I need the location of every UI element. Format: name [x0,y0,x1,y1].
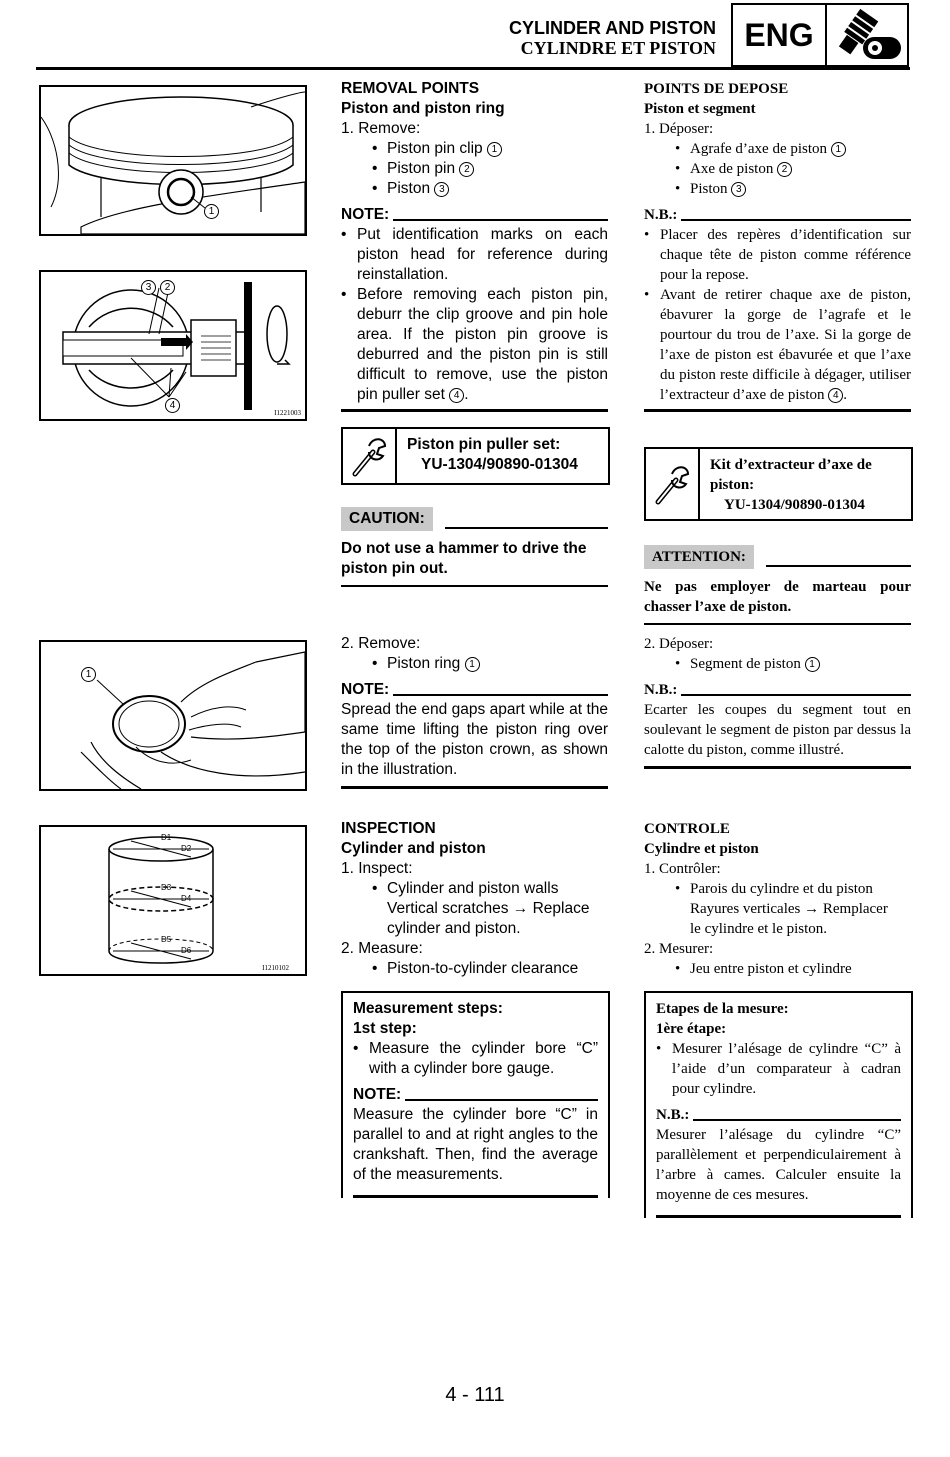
section-subtitle: Piston and piston ring [341,100,505,117]
list-item: • Piston pin 2 [341,159,608,179]
fr-ring-section [644,634,911,769]
list-item-detail: cylinder and piston. [387,920,521,937]
figure-piston-pin-puller [39,270,307,421]
step-label: 1. Remove: [341,120,421,137]
note-text: Ecarter les coupes du segment tout en soulevant le segment de piston par dessus la calotte du piston, comme illustré. [644,702,911,758]
list-item: • Piston-to-cylinder clearance [341,959,608,979]
tool-name: Piston pin puller set: [407,436,561,453]
note-heading: NOTE: [353,1085,598,1105]
step-label: 2. Remove: [341,635,421,652]
note-bullet: • Before removing each piston pin, deburr the clip groove and pin hole area. If the piston pin groove is deburred and the piston pin is still difficult to remove, use the piston pin puller set 4 . [341,285,608,405]
note-bullet: • Placer des repères d’identification sur chaque tête de piston comme référence pour la repose. [644,225,911,285]
en-inspection-section [341,819,608,979]
tool-name: Kit d’extracteur d’axe de piston: [710,457,872,493]
page-number: 4 - 111 [445,1384,505,1406]
note-heading: NOTE: [341,205,608,225]
section-title: CONTROLE [644,821,730,837]
caution-label: CAUTION: [341,507,433,531]
step-label: 2. Déposer: [644,636,714,652]
list-item-detail: le cylindre et le piston. [690,921,828,937]
note-heading: N.B.: [644,680,911,700]
note-bullet: • Avant de retirer chaque axe de piston, ébavurer la gorge de l’agrafe et le pourtour du trou de l’axe. Si la gorge de l’axe de piston est ébavurée et que l’axe du piston reste difficile à dégager, utiliser l’extracteur d’axe de piston 4 . [644,285,911,405]
figure-code: I1221003 [274,409,301,417]
step-label: 2. Measure: [341,940,423,957]
caution-block [341,507,608,587]
note-heading: N.B.: [656,1105,901,1125]
label-d1: D1 [161,833,172,842]
box-bullet: • Mesurer l’alésage de cylindre “C” à l’aide d’un comparateur à cadran pour cylindre. [656,1039,901,1099]
note-text: Spread the end gaps apart while at the same time lifting the piston ring over the top of the piston crown, as shown in the illustration. [341,701,608,778]
label-d6: D6 [181,946,192,955]
list-item-detail: Vertical scratches → Replace [387,900,590,917]
caution-label: ATTENTION: [644,545,754,569]
fr-removal-section [644,79,911,412]
list-item: • Agrafe d’axe de piston 1 [644,139,911,159]
label-d2: D2 [181,844,192,853]
figure-piston-pin-clip [39,85,307,236]
section-subtitle: Cylinder and piston [341,840,486,857]
list-item: • Segment de piston 1 [644,654,911,674]
wrench-icon [646,449,700,519]
step-label: 1. Déposer: [644,121,714,137]
list-item: • Piston 3 [644,179,911,199]
caution-block [644,545,911,625]
list-item: • Piston 3 [341,179,608,199]
section-title: POINTS DE DEPOSE [644,81,789,97]
list-item: • Piston pin clip 1 [341,139,608,159]
box-step: 1ère étape: [656,1021,727,1037]
note-text: Mesurer l’alésage du cylindre “C” parallèlement et perpendiculairement à l’arbre à cames. Calculer ensuite la moyenne de ces mesures. [656,1127,901,1203]
note-end-rule [341,409,608,412]
step-label: 1. Inspect: [341,860,413,877]
callout-2: 2 [160,280,175,295]
box-title: Measurement steps: [353,1000,503,1017]
caution-text: Ne pas employer de marteau pour chasser l’axe de piston. [644,579,911,615]
label-d4: D4 [181,894,192,903]
tool-code: YU-1304/90890-01304 [421,456,578,473]
callout-3: 3 [141,280,156,295]
list-item: • Piston ring 1 [341,654,608,674]
section-subtitle: Piston et segment [644,101,756,117]
header-title-fr: CYLINDRE ET PISTON [520,38,716,58]
callout-1: 1 [81,667,96,682]
figure-piston-ring-removal [39,640,307,791]
note-heading: N.B.: [644,205,911,225]
box-bullet: • Measure the cylinder bore “C” with a cylinder bore gauge. [353,1039,598,1079]
box-step: 1st step: [353,1020,417,1037]
step-label: 2. Mesurer: [644,941,714,957]
step-label: 1. Contrôler: [644,861,721,877]
eng-badge [731,3,909,67]
callout-1: 1 [204,204,219,219]
header-rule [36,67,910,70]
measurement-steps-box [644,991,913,1218]
list-item: • Axe de piston 2 [644,159,911,179]
list-item: • Cylinder and piston walls [341,879,608,899]
list-item: • Parois du cylindre et du piston [644,879,911,899]
tool-box [644,447,913,521]
list-item: • Jeu entre piston et cylindre [644,959,911,979]
tool-code: YU-1304/90890-01304 [724,497,865,513]
section-subtitle: Cylindre et piston [644,841,759,857]
note-heading: NOTE: [341,680,608,700]
figure-cylinder-bore [39,825,307,976]
section-title: REMOVAL POINTS [341,80,480,97]
figure-code: I1210102 [262,964,289,972]
en-removal-section [341,79,608,412]
box-title: Etapes de la mesure: [656,1001,789,1017]
label-d5: D5 [161,935,172,944]
engine-icon [827,5,907,65]
fr-inspection-section [644,819,911,979]
eng-badge-label: ENG [733,5,827,65]
wrench-icon [343,429,397,483]
measurement-steps-box [341,991,610,1198]
tool-box [341,427,610,485]
header-title-en: CYLINDER AND PISTON [508,18,716,38]
label-d3: D3 [161,883,172,892]
en-ring-section [341,634,608,789]
caution-text: Do not use a hammer to drive the piston pin out. [341,540,587,577]
callout-4: 4 [165,398,180,413]
section-title: INSPECTION [341,820,436,837]
note-text: Measure the cylinder bore “C” in parallel to and at right angles to the crankshaft. Then, find the average of the measurements. [353,1106,598,1183]
list-item-detail: Rayures verticales → Remplacer [690,901,888,917]
note-bullet: • Put identification marks on each piston head for reference during reinstallation. [341,225,608,285]
